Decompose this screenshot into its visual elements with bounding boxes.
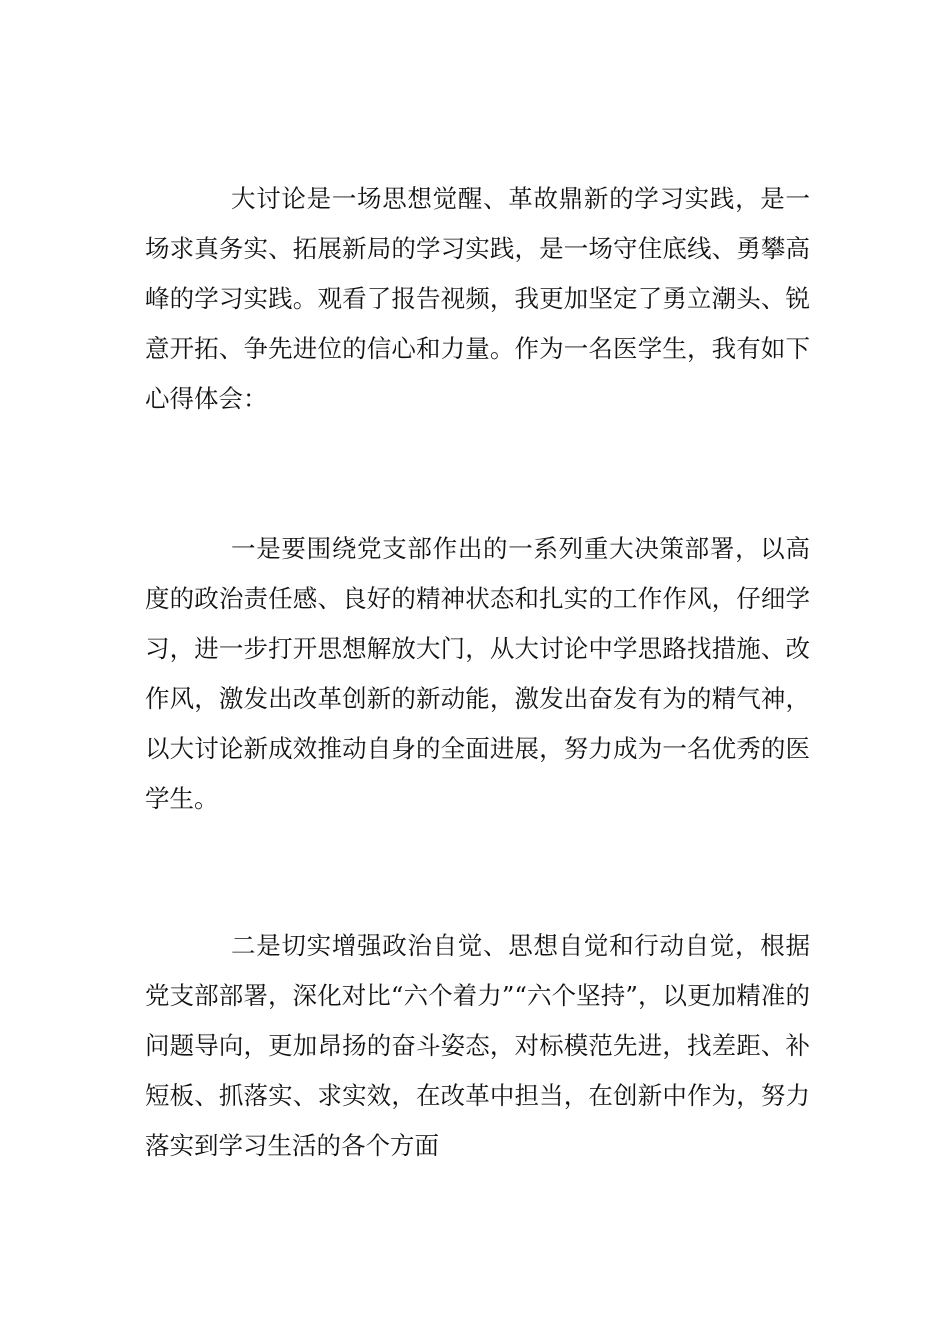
- paragraph-intro: 大讨论是一场思想觉醒、革故鼎新的学习实践，是一场求真务实、拓展新局的学习实践，是一场守住底线、勇攀高峰的学习实践。观看了报告视频，我更加坚定了勇立潮头、锐意开拓、争先进位的信心和力量。作为一名医学生，我有如下心得体会：: [145, 184, 810, 413]
- paragraph-point-two: 二是切实增强政治自觉、思想自觉和行动自觉，根据党支部部署，深化对比“六个着力”“六个坚持”，以更加精准的问题导向，更加昂扬的奋斗姿态，对标模范先进，找差距、补短板、抓落实、求实效，在改革中担当，在创新中作为，努力落实到学习生活的各个方面: [145, 931, 810, 1160]
- paragraph-point-one: 一是要围绕党支部作出的一系列重大决策部署，以高度的政治责任感、良好的精神状态和扎实的工作作风，仔细学习，进一步打开思想解放大门，从大讨论中学思路找措施、改作风，激发出改革创新的新动能，激发出奋发有为的精气神，以大讨论新成效推动自身的全面进展，努力成为一名优秀的医学生。: [145, 534, 810, 813]
